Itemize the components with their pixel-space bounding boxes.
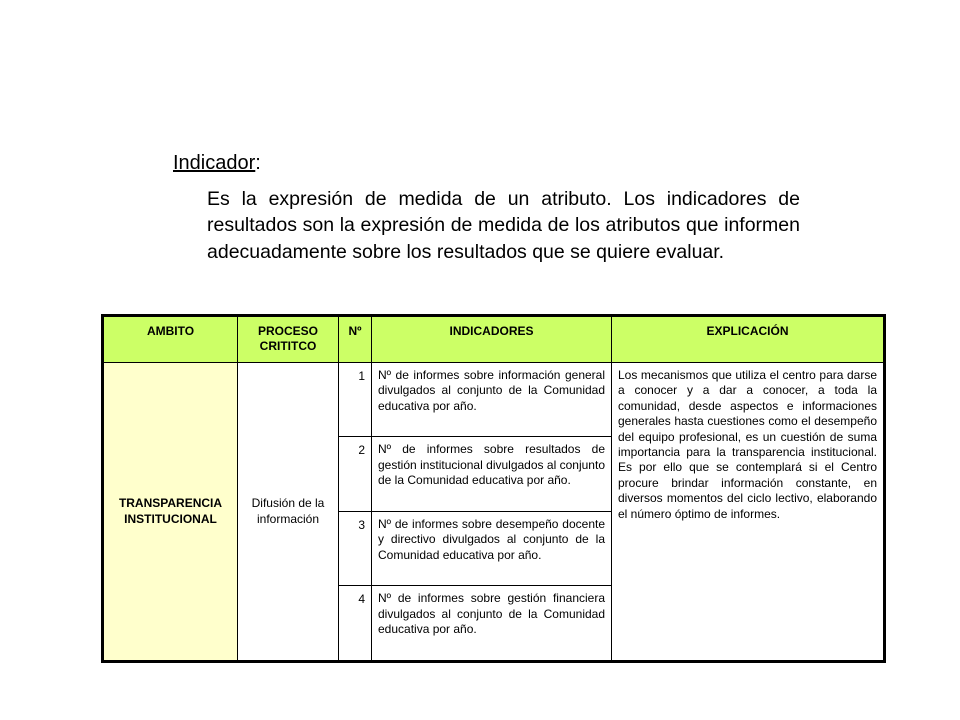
heading-label: Indicador [173,152,256,174]
row-number: 3 [339,511,372,585]
header-num: Nº [339,316,372,363]
ambito-cell: TRANSPARENCIA INSTITUCIONAL [103,363,238,662]
table-row [103,363,885,437]
indicator-text: Nº de informes sobre resultados de gestión institucional divulgados al conjunto de la Comunidad educativa por año. [372,437,612,511]
section-heading [173,152,261,175]
row-number: 2 [339,437,372,511]
explanation-cell: Los mecanismos que utiliza el centro para darse a conocer y a dar a conocer, a toda la comunidad, desde aspectos e informaciones generales hasta cuestiones como el desempeño del equipo profesional, es un cuestión de suma importancia para la transparencia institucional. Es por ello que se contemplará si el Centro procure brindar información constante, en diversos momentos del ciclo lectivo, elaborando el número óptimo de informes. [612,363,885,662]
indicator-text: Nº de informes sobre gestión financiera divulgados al conjunto de la Comunidad educativa por año. [372,586,612,662]
header-proceso: PROCESO CRITITCO [238,316,339,363]
header-ambito: AMBITO [103,316,238,363]
table-header-row [103,316,885,363]
row-number: 4 [339,586,372,662]
definition-paragraph: Es la expresión de medida de un atributo. Los indicadores de resultados son la expresión de medida de los atributos que informen adecuadamente sobre los resultados que se quiere evaluar. [207,188,800,263]
row-number: 1 [339,363,372,437]
proceso-cell: Difusión de la información [238,363,339,662]
header-explicacion: EXPLICACIÓN [612,316,885,363]
indicators-table [101,314,886,663]
header-indicadores: INDICADORES [372,316,612,363]
indicator-text: Nº de informes sobre información general divulgados al conjunto de la Comunidad educativa por año. [372,363,612,437]
heading-colon: : [255,152,261,174]
indicator-text: Nº de informes sobre desempeño docente y directivo divulgados al conjunto de la Comunidad educativa por año. [372,511,612,585]
